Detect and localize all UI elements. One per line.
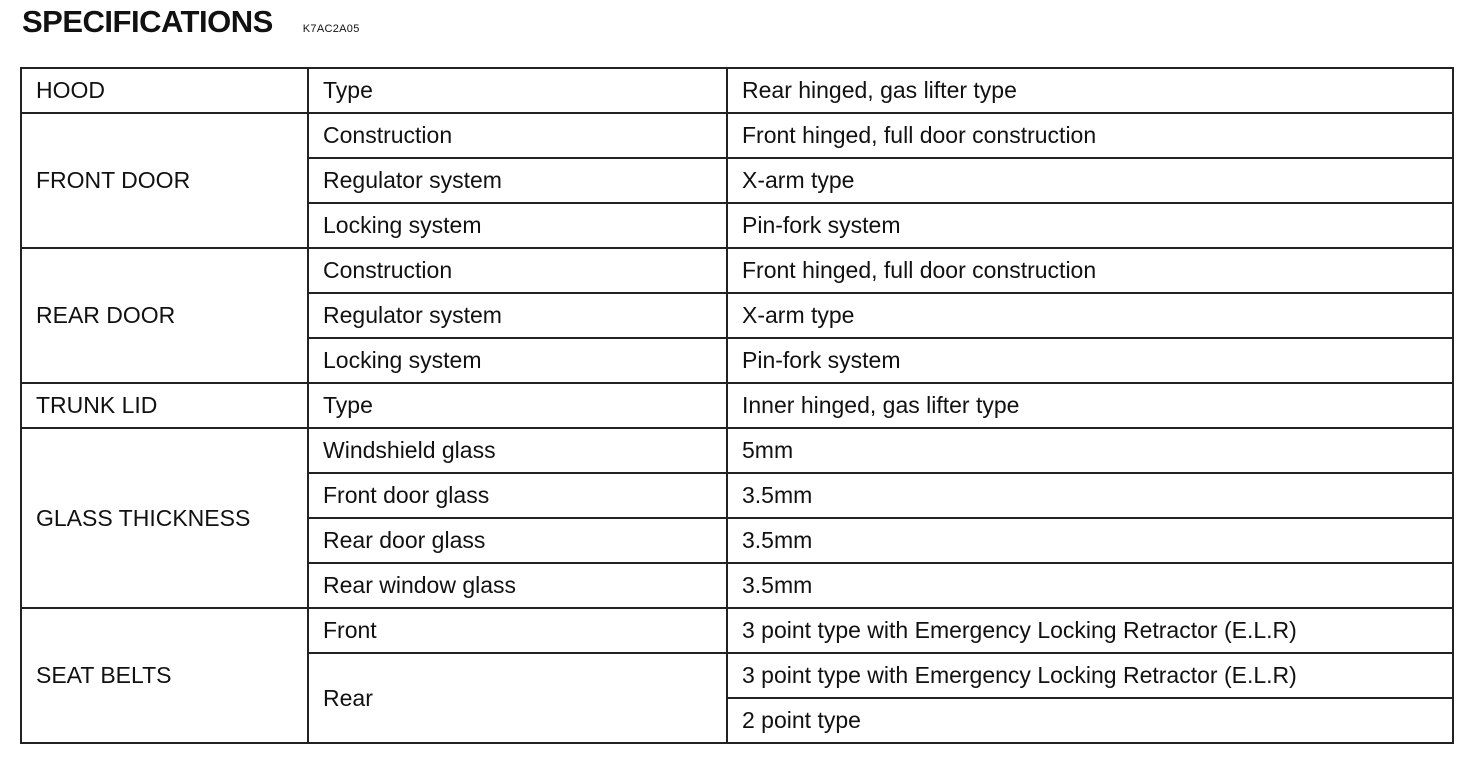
spec-value: 3.5mm bbox=[727, 518, 1453, 563]
table-row bbox=[21, 428, 1453, 473]
spec-item: Windshield glass bbox=[308, 428, 727, 473]
category-trunk-lid: TRUNK LID bbox=[21, 383, 308, 428]
table-row bbox=[21, 383, 1453, 428]
spec-item: Type bbox=[308, 68, 727, 113]
spec-value: 3.5mm bbox=[727, 473, 1453, 518]
spec-item: Regulator system bbox=[308, 293, 727, 338]
spec-item: Construction bbox=[308, 248, 727, 293]
specifications-table bbox=[20, 67, 1454, 744]
spec-value: 5mm bbox=[727, 428, 1453, 473]
table-row bbox=[21, 248, 1453, 293]
table-row bbox=[21, 608, 1453, 653]
spec-value: X-arm type bbox=[727, 293, 1453, 338]
spec-value: X-arm type bbox=[727, 158, 1453, 203]
spec-value: 2 point type bbox=[727, 698, 1453, 743]
spec-item: Front bbox=[308, 608, 727, 653]
spec-item: Locking system bbox=[308, 338, 727, 383]
spec-value: Front hinged, full door construction bbox=[727, 248, 1453, 293]
spec-value: Pin-fork system bbox=[727, 203, 1453, 248]
spec-value: Inner hinged, gas lifter type bbox=[727, 383, 1453, 428]
spec-item: Type bbox=[308, 383, 727, 428]
category-glass-thickness: GLASS THICKNESS bbox=[21, 428, 308, 608]
spec-item: Locking system bbox=[308, 203, 727, 248]
spec-item: Construction bbox=[308, 113, 727, 158]
category-rear-door: REAR DOOR bbox=[21, 248, 308, 383]
category-front-door: FRONT DOOR bbox=[21, 113, 308, 248]
spec-item: Rear window glass bbox=[308, 563, 727, 608]
spec-value: Front hinged, full door construction bbox=[727, 113, 1453, 158]
category-seat-belts: SEAT BELTS bbox=[21, 608, 308, 743]
spec-value: Rear hinged, gas lifter type bbox=[727, 68, 1453, 113]
spec-value: 3 point type with Emergency Locking Retractor (E.L.R) bbox=[727, 653, 1453, 698]
page-header bbox=[22, 4, 360, 48]
spec-value: Pin-fork system bbox=[727, 338, 1453, 383]
category-hood: HOOD bbox=[21, 68, 308, 113]
page-code: K7AC2A05 bbox=[302, 23, 360, 35]
spec-item: Front door glass bbox=[308, 473, 727, 518]
spec-value: 3 point type with Emergency Locking Retractor (E.L.R) bbox=[727, 608, 1453, 653]
table-row bbox=[21, 68, 1453, 113]
spec-item: Rear bbox=[308, 653, 727, 743]
page-title: SPECIFICATIONS bbox=[22, 4, 273, 39]
spec-item: Rear door glass bbox=[308, 518, 727, 563]
spec-item: Regulator system bbox=[308, 158, 727, 203]
table-row bbox=[21, 113, 1453, 158]
spec-value: 3.5mm bbox=[727, 563, 1453, 608]
